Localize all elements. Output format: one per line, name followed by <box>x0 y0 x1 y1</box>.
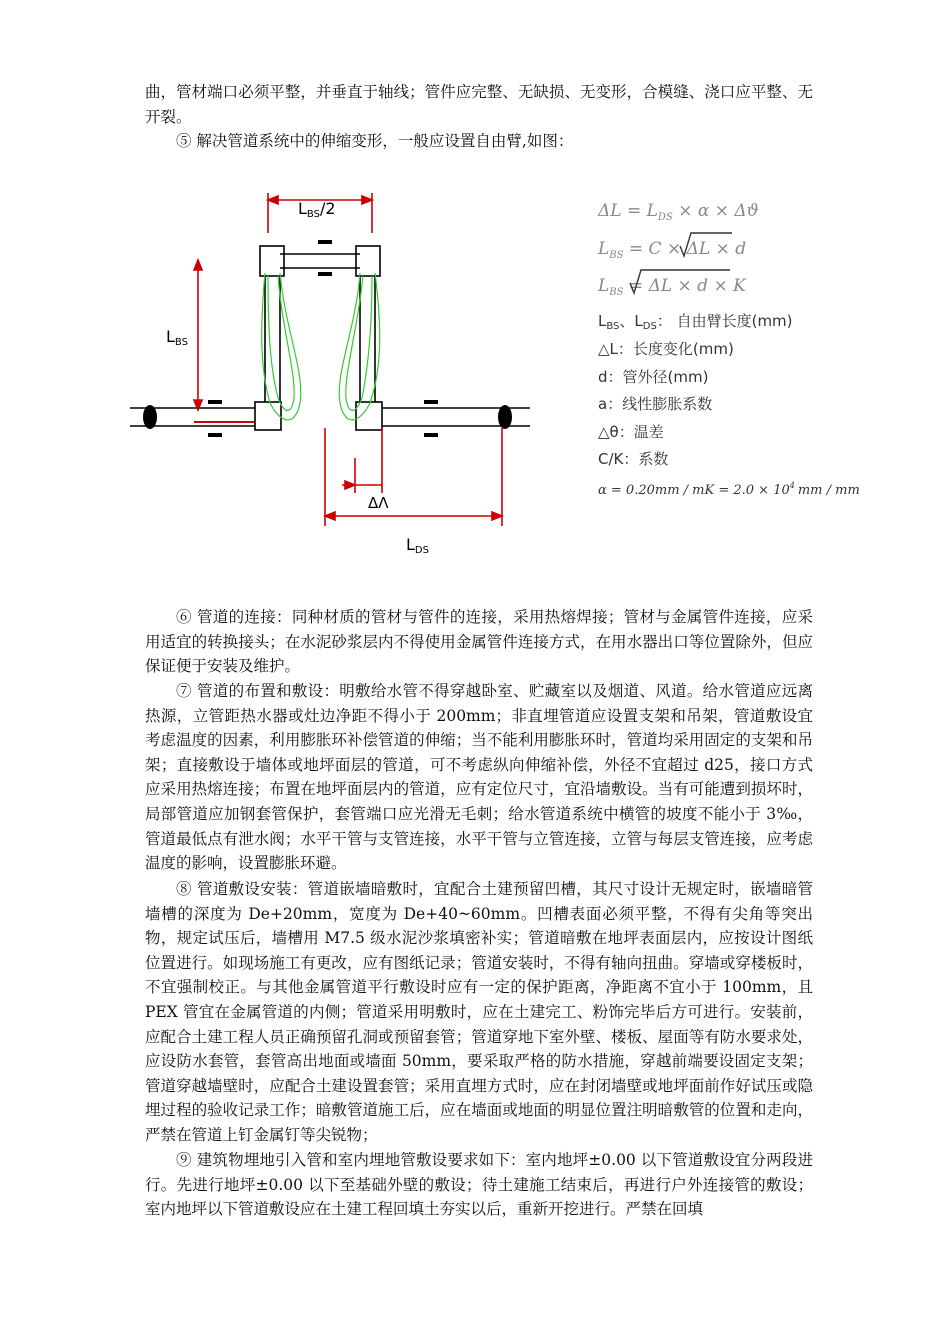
paragraph-item-5: ⑤ 解决管道系统中的伸缩变形，一般应设置自由臂,如图： <box>176 132 574 150</box>
legend-a: a：线性膨胀系数 <box>598 395 713 413</box>
paragraph-item-6: ⑥ 管道的连接：同种材质的管材与管件的连接，采用热熔焊接；管材与金属管件连接，应采用适宜的转换接头；在水泥砂浆层内不得使用金属管件连接方式，在用水器出口等位置除外，但应保证便于安装及维护。 <box>145 608 813 676</box>
label-delta: ΔΛ <box>368 494 389 512</box>
legend-lbs-lds: $L_{BS}$、$L_{DS}$： 自由臂长度(mm) <box>598 312 793 332</box>
label-lbs-half: LBS/2 <box>298 199 336 220</box>
formula-delta-l: $\Delta L = L_{DS} \times \alpha \times \Delta ϑ$ <box>598 201 759 223</box>
formula-block <box>597 201 759 298</box>
formula-lbs-k: $L_{BS} = \Delta L \times d \times K$ <box>598 276 746 298</box>
paragraph-item-8: ⑧ 管道敷设安装：管道嵌墙暗敷时，宜配合土建预留凹槽，其尺寸设计无规定时，嵌墙暗管墙槽的深度为 De+20mm，宽度为 De+40~60mm。凹槽表面必须平整，不得有尖角等突出物，规定试压后，墙槽用 M7.5 级水泥沙浆填密补实；管道暗敷在地坪表面层内，应按设计图纸位置进行。如现场施工有更改，应有图纸记录；管道安装时，不得有轴向扭曲。穿墙或穿楼板时，不宜强制校正。与其他金属管道平行敷设时应有一定的保护距离，净距离不宜小于 100mm，且 PEX 管宜在金属管道的内侧；管道采用明敷时，应在土建完工、粉饰完毕后方可进行。安装前，应配合土建工程人员正确预留孔洞或预留套管；管道穿地下室外壁、楼板、屋面等有防水要求处，应设防水套管，套管高出地面或墙面 50mm，要采取严格的防水措施，穿越前端要设固定支架；管道穿越墙壁时，应配合土建设置套管；采用直埋方式时，应在封闭墙壁或地坪面前作好试压或隐埋过程的验收记录工作；暗敷管道施工后，应在墙面或地面的明显位置注明暗敷管的位置和走向，严禁在管道上钉金属钉等尖锐物； <box>145 880 813 1144</box>
free-arm-figure <box>120 178 860 568</box>
formula-lbs-c: $L_{BS} = C \times \Delta L \times d$ <box>598 239 747 261</box>
label-lbs: LBS <box>166 327 188 348</box>
legend-ck: C/K：系数 <box>598 450 669 468</box>
legend-block <box>598 312 860 498</box>
legend-delta-theta: △θ：温差 <box>598 423 664 441</box>
paragraph-item-9: ⑨ 建筑物埋地引入管和室内埋地管敷设要求如下：室内地坪±0.00 以下管道敷设宜分两段进行。先进行地坪±0.00 以下至基础外壁的敷设；待土建施工结束后，再进行户外连接管的敷设；室内地坪以下管道敷设应在土建工程回填土夯实以后，重新开挖进行。严禁在回填 <box>145 1151 813 1219</box>
label-lds: LDS <box>406 535 429 556</box>
paragraph-item-7: ⑦ 管道的布置和敷设：明敷给水管不得穿越卧室、贮藏室以及烟道、风道。给水管道应远离热源，立管距热水器或灶边净距不得小于 200mm；非直埋管道应设置支架和吊架，管道敷设宜考虑温度的因素，利用膨胀环补偿管道的伸缩；当不能利用膨胀环时，管道均采用固定的支架和吊架；直接敷设于墙体或地坪面层的管道，可不考虑纵向伸缩补偿，外径不宜超过 d25，接口方式应采用热熔连接；布置在地坪面层内的管道，应有定位尺寸，宜沿墙敷设。当有可能遭到损坏时，局部管道应加钢套管保护，套管端口应光滑无毛刺；给水管道系统中横管的坡度不能小于 3‰，管道最低点有泄水阀；水平干管与支管连接，水平干管与立管连接，立管与每层支管连接，应考虑温度的影响，设置膨胀环避。 <box>145 682 813 873</box>
free-arm-diagram <box>120 178 860 568</box>
red-dimension-marks <box>194 193 502 526</box>
formula-alpha: α = 0.20mm / mK = $2.0 \times 10^4$ mm / mm <box>598 481 860 498</box>
horizontal-pipe <box>130 408 530 426</box>
legend-delta-l: △L：长度变化(mm) <box>598 340 734 358</box>
paragraph-fitting-inspection: 曲，管材端口必须平整，并垂直于轴线；管件应完整、无缺损、无变形，合模缝、浇口应平整、无开裂。 <box>145 83 813 126</box>
legend-d: d：管外径(mm) <box>598 368 709 386</box>
